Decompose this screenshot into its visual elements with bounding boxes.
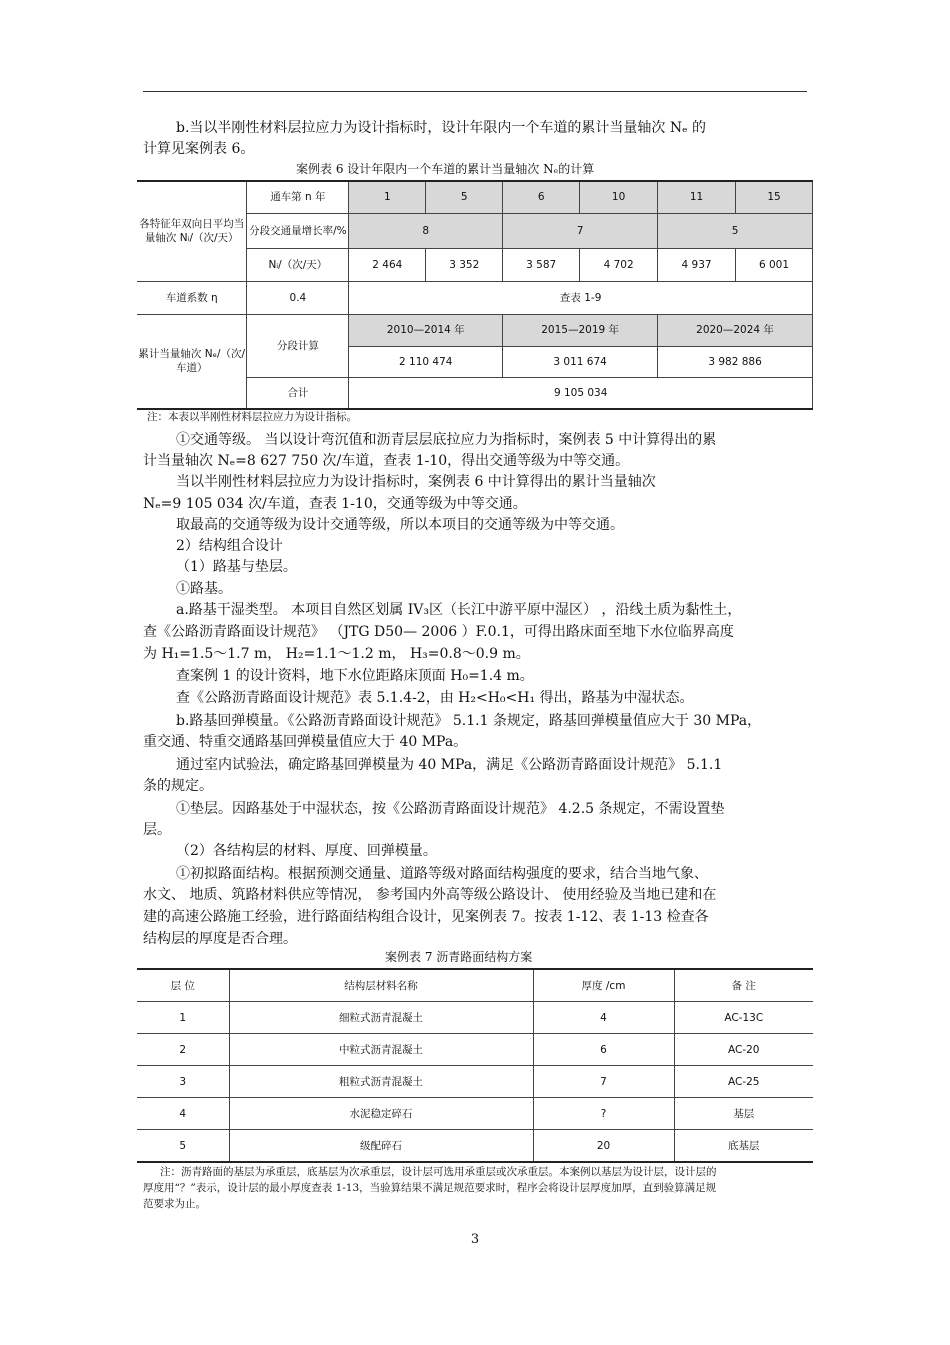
table7-cell: AC-25 xyxy=(674,1066,813,1098)
paragraph: Nₑ=9 105 034 次/车道，查表 1-10，交通等级为中等交通。 xyxy=(143,496,527,512)
table6-note: 注：本表以半刚性材料层拉应力为设计指标。 xyxy=(147,411,357,423)
table7-caption: 案例表 7 沥青路面结构方案 xyxy=(385,950,533,964)
paragraph: 建的高速公路施工经验，进行路面结构组合设计，见案例表 7。按表 1-12、表 1-13 检查各 xyxy=(143,909,709,925)
paragraph: ①路基。 xyxy=(176,581,232,597)
table6 xyxy=(137,180,813,410)
total-label: 合计 xyxy=(247,377,349,409)
year-label: 通车第 n 年 xyxy=(247,181,349,213)
subsection-heading: （2）各结构层的材料、厚度、回弹模量。 xyxy=(176,843,437,859)
paragraph: 重交通、特重交通路基回弹模量值应大于 40 MPa。 xyxy=(143,734,468,750)
table7-note: 注：沥青路面的基层为承重层，底基层为次承重层，设计层可选用承重层或次承重层。本案例以基层为设计层，设计层的 xyxy=(160,1166,717,1178)
lane-label: 车道系数 η xyxy=(137,281,247,314)
row-group-label: 各特征年双向日平均当量轴次 Nᵢ/（次/天） xyxy=(137,181,247,281)
growth-cell: 8 xyxy=(349,213,503,248)
table7-cell: 7 xyxy=(533,1066,674,1098)
year-cell: 1 xyxy=(349,181,426,213)
growth-label: 分段交通量增长率/% xyxy=(247,213,349,248)
year-cell: 6 xyxy=(503,181,580,213)
paragraph: 结构层的厚度是否合理。 xyxy=(143,931,297,947)
lane-note: 查表 1-9 xyxy=(349,281,813,314)
paragraph: 查《公路沥青路面设计规范》表 5.1.4-2，由 H₂<H₀<H₁ 得出，路基为中湿状态。 xyxy=(176,690,694,706)
table7 xyxy=(137,968,813,1163)
paragraph: 层。 xyxy=(143,822,171,838)
table7-cell: 基层 xyxy=(674,1098,813,1130)
table7-cell: ? xyxy=(533,1098,674,1130)
table7-cell: 中粒式沥青混凝土 xyxy=(229,1034,533,1066)
growth-cell: 7 xyxy=(503,213,658,248)
growth-cell: 5 xyxy=(658,213,813,248)
table7-header: 层 位 xyxy=(137,969,229,1002)
year-cell: 15 xyxy=(736,181,813,213)
paragraph: ①交通等级。 当以设计弯沉值和沥青层层底拉应力为指标时，案例表 5 中计算得出的累 xyxy=(176,432,717,448)
table7-cell: AC-20 xyxy=(674,1034,813,1066)
table7-cell: 底基层 xyxy=(674,1130,813,1163)
paragraph: 条的规定。 xyxy=(143,778,213,794)
page-number: 3 xyxy=(470,1232,480,1247)
paragraph: 通过室内试验法，确定路基回弹模量为 40 MPa，满足《公路沥青路面设计规范》 5.1.1 xyxy=(176,757,723,773)
table7-cell: 细粒式沥青混凝土 xyxy=(229,1002,533,1034)
table7-cell: 6 xyxy=(533,1034,674,1066)
table7-cell: 1 xyxy=(137,1002,229,1034)
paragraph: 查案例 1 的设计资料，地下水位距路床顶面 H₀=1.4 m。 xyxy=(176,668,534,684)
table7-cell: 20 xyxy=(533,1130,674,1163)
period-value: 3 011 674 xyxy=(503,346,658,377)
year-cell: 5 xyxy=(426,181,503,213)
table7-cell: 3 xyxy=(137,1066,229,1098)
paragraph: 水文、 地质、筑路材料供应等情况， 参考国内外高等级公路设计、 使用经验及当地已建和在 xyxy=(143,887,717,903)
period-value: 3 982 886 xyxy=(658,346,813,377)
paragraph: 为 H₁=1.5～1.7 m， H₂=1.1～1.2 m， H₃=0.8～0.9 m。 xyxy=(143,646,530,662)
table7-cell: 水泥稳定碎石 xyxy=(229,1098,533,1130)
seg-label: 分段计算 xyxy=(247,314,349,377)
ni-cell: 4 702 xyxy=(580,248,658,281)
table7-cell: 4 xyxy=(533,1002,674,1034)
period-cell: 2015—2019 年 xyxy=(503,314,658,346)
ni-cell: 4 937 xyxy=(658,248,736,281)
table7-cell: 级配碎石 xyxy=(229,1130,533,1163)
header-rule xyxy=(143,91,807,92)
table7-cell: 5 xyxy=(137,1130,229,1163)
table7-header: 备 注 xyxy=(674,969,813,1002)
paragraph: 当以半刚性材料层拉应力为设计指标时，案例表 6 中计算得出的累计当量轴次 xyxy=(176,474,656,490)
ni-cell: 3 587 xyxy=(503,248,580,281)
ni-cell: 3 352 xyxy=(426,248,503,281)
table7-cell: 4 xyxy=(137,1098,229,1130)
period-cell: 2020—2024 年 xyxy=(658,314,813,346)
table7-cell: 粗粒式沥青混凝土 xyxy=(229,1066,533,1098)
ni-cell: 2 464 xyxy=(349,248,426,281)
table7-header: 结构层材料名称 xyxy=(229,969,533,1002)
table6-caption: 案例表 6 设计年限内一个车道的累计当量轴次 Nₑ的计算 xyxy=(296,162,595,176)
table7-header: 厚度 /cm xyxy=(533,969,674,1002)
paragraph: ①初拟路面结构。根据预测交通量、道路等级对路面结构强度的要求，结合当地气象、 xyxy=(176,866,708,882)
period-value: 2 110 474 xyxy=(349,346,503,377)
table7-note: 厚度用“？”表示，设计层的最小厚度查表 1-13，当验算结果不满足规范要求时，程序会将设计层厚度加厚，直到验算满足规 xyxy=(143,1182,717,1194)
ni-label: Nᵢ/（次/天） xyxy=(247,248,349,281)
paragraph: 取最高的交通等级为设计交通等级，所以本项目的交通等级为中等交通。 xyxy=(176,517,624,533)
ni-cell: 6 001 xyxy=(736,248,813,281)
paragraph: b.路基回弹模量。《公路沥青路面设计规范》 5.1.1 条规定，路基回弹模量值应大于 30 MPa， xyxy=(176,713,762,729)
paragraph: 查《公路沥青路面设计规范》 （JTG D50— 2006 ）F.0.1，可得出路床面至地下水位临界高度 xyxy=(143,624,734,640)
paragraph: 计算见案例表 6。 xyxy=(143,141,255,157)
paragraph: 计当量轴次 Nₑ=8 627 750 次/车道，查表 1-10，得出交通等级为中等交通。 xyxy=(143,453,630,469)
cum-label: 累计当量轴次 Nₑ/（次/车道） xyxy=(137,314,247,409)
paragraph: b.当以半刚性材料层拉应力为设计指标时，设计年限内一个车道的累计当量轴次 Nₑ 的 xyxy=(176,120,706,136)
subsection-heading: （1）路基与垫层。 xyxy=(176,559,297,575)
paragraph: a.路基干湿类型。 本项目自然区划属 IV₃区（长江中游平原中湿区） ，沿线土质为黏性土， xyxy=(176,602,742,618)
year-cell: 11 xyxy=(658,181,736,213)
total-value: 9 105 034 xyxy=(349,377,813,409)
section-heading: 2）结构组合设计 xyxy=(176,538,283,554)
table7-cell: 2 xyxy=(137,1034,229,1066)
lane-value: 0.4 xyxy=(247,281,349,314)
table7-cell: AC-13C xyxy=(674,1002,813,1034)
period-cell: 2010—2014 年 xyxy=(349,314,503,346)
year-cell: 10 xyxy=(580,181,658,213)
table7-note: 范要求为止。 xyxy=(143,1198,206,1210)
paragraph: ①垫层。因路基处于中湿状态，按《公路沥青路面设计规范》 4.2.5 条规定，不需设置垫 xyxy=(176,801,725,817)
